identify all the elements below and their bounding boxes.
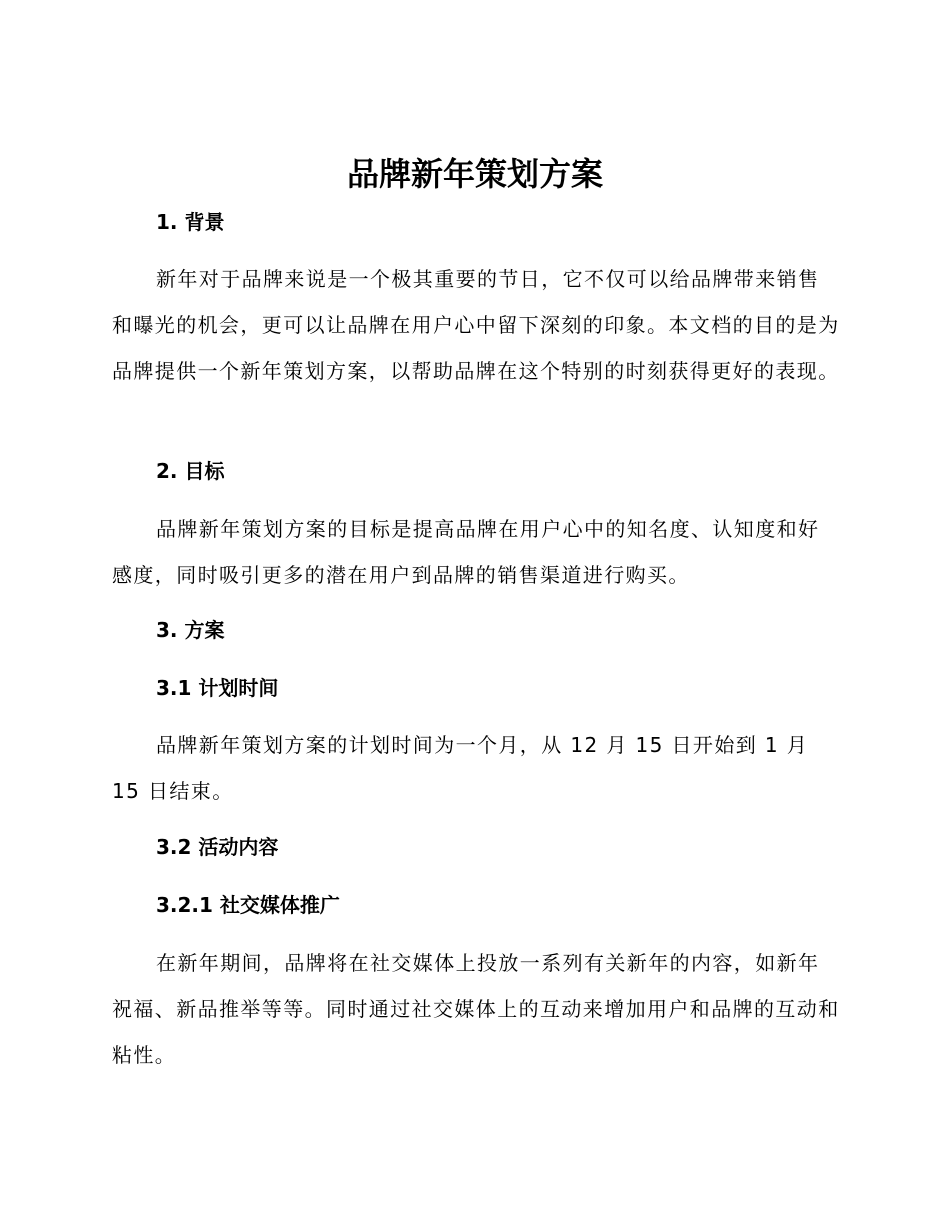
section-heading-background: 1. 背景 [156,210,225,234]
section-heading-goal: 2. 目标 [156,459,225,483]
section-heading-activities: 3.2 活动内容 [156,835,279,859]
section-body-social-media: 在新年期间，品牌将在社交媒体上投放一系列有关新年的内容，如新年祝福、新品推举等等。同时通过社交媒体上的互动来增加用户和品牌的互动和粘性。 [112,951,840,1067]
section-body-background: 新年对于品牌来说是一个极其重要的节日，它不仅可以给品牌带来销售和曝光的机会，更可以让品牌在用户心中留下深刻的印象。本文档的目的是为品牌提供一个新年策划方案，以帮助品牌在这个特别的时刻获得更好的表现。 [112,267,840,383]
section-heading-social-media: 3.2.1 社交媒体推广 [156,893,340,917]
section-body-schedule: 品牌新年策划方案的计划时间为一个月，从 12 月 15 日开始到 1 月 15 日结束。 [112,733,809,803]
section-heading-plan: 3. 方案 [156,618,225,642]
document-title: 品牌新年策划方案 [346,155,603,193]
section-heading-schedule: 3.1 计划时间 [156,676,279,700]
section-body-goal: 品牌新年策划方案的目标是提高品牌在用户心中的知名度、认知度和好感度，同时吸引更多的潜在用户到品牌的销售渠道进行购买。 [112,517,820,587]
